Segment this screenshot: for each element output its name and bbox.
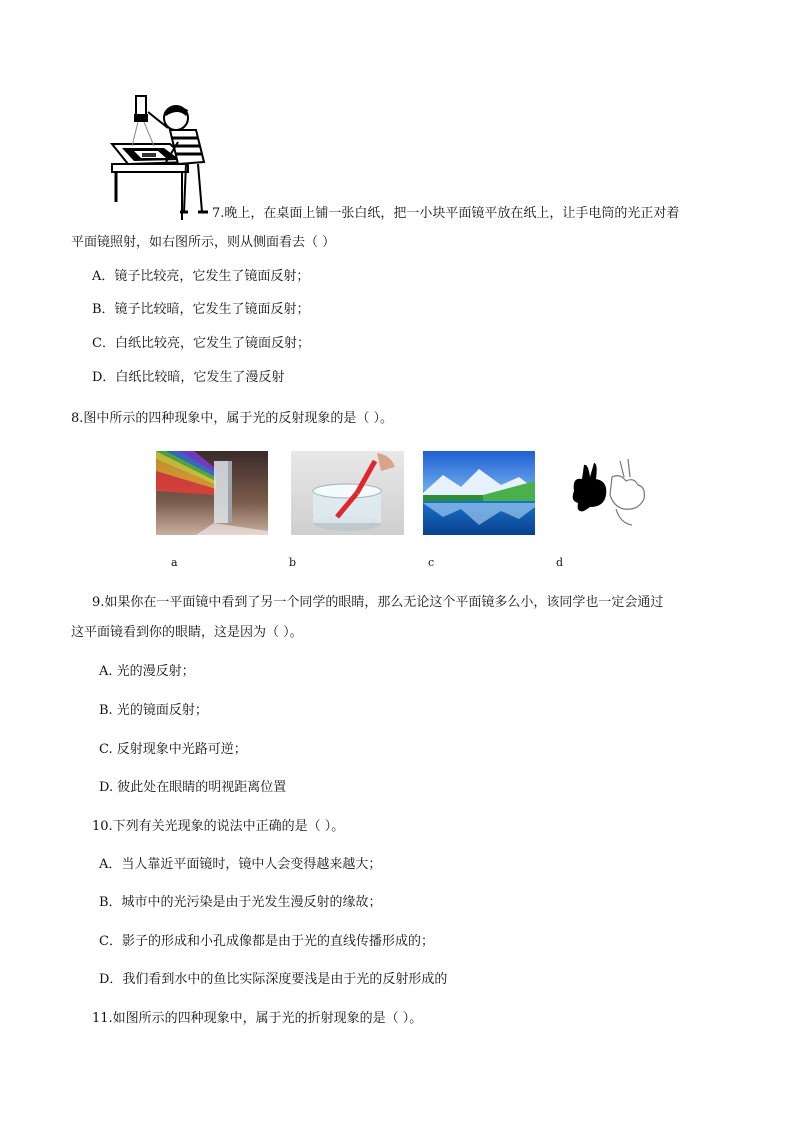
flashlight-mirror-illustration <box>108 92 218 220</box>
q10-option-a: A．当人靠近平面镜时，镜中人会变得越来越大； <box>99 857 382 872</box>
lake-reflection-image <box>423 451 535 535</box>
q8-stem: 8.图中所示的四种现象中，属于光的反射现象的是（ ）。 <box>71 411 394 426</box>
q7-stem-line-2: 平面镜照射，如右图所示，则从侧面看去（ ） <box>71 235 336 250</box>
hand-shadow-image <box>554 451 666 535</box>
q8-label-a: a <box>171 556 178 569</box>
q10-option-c: C．影子的形成和小孔成像都是由于光的直线传播形成的； <box>99 934 434 949</box>
q10-stem: 10.下列有关光现象的说法中正确的是（ ）。 <box>92 819 345 834</box>
q8-label-c: c <box>428 556 435 569</box>
q10-option-b: B．城市中的光污染是由于光发生漫反射的缘故； <box>99 895 382 910</box>
q9-option-d: D. 彼此处在眼睛的明视距离位置 <box>99 780 287 795</box>
q9-option-b: B. 光的镜面反射； <box>99 703 208 718</box>
q7-option-b: B．镜子比较暗，它发生了镜面反射； <box>92 302 310 317</box>
q7-option-c: C．白纸比较亮，它发生了镜面反射； <box>92 336 310 351</box>
q9-stem-line-1: 9.如果你在一平面镜中看到了另一个同学的眼睛，那么无论这个平面镜多么小，该同学也一定会通过 <box>92 595 664 610</box>
q9-stem-line-2: 这平面镜看到你的眼睛，这是因为（ ）。 <box>71 625 303 640</box>
q10-option-d: D．我们看到水中的鱼比实际深度要浅是由于光的反射形成的 <box>99 972 448 987</box>
q8-label-b: b <box>289 556 297 569</box>
q7-option-a: A．镜子比较亮，它发生了镜面反射； <box>92 269 310 284</box>
prism-dispersion-image <box>156 451 268 535</box>
q11-stem: 11.如图所示的四种现象中，属于光的折射现象的是（ ）。 <box>92 1011 423 1026</box>
q9-option-c: C. 反射现象中光路可逆； <box>99 742 247 757</box>
q7-stem-line-1: 7.晚上，在桌面上铺一张白纸，把一小块平面镜平放在纸上，让手电筒的光正对着 <box>212 206 680 221</box>
q8-label-d: d <box>556 556 564 569</box>
pencil-in-water-image <box>291 451 404 535</box>
q9-option-a: A. 光的漫反射； <box>99 664 195 679</box>
q7-option-d: D．白纸比较暗，它发生了漫反射 <box>92 370 285 385</box>
